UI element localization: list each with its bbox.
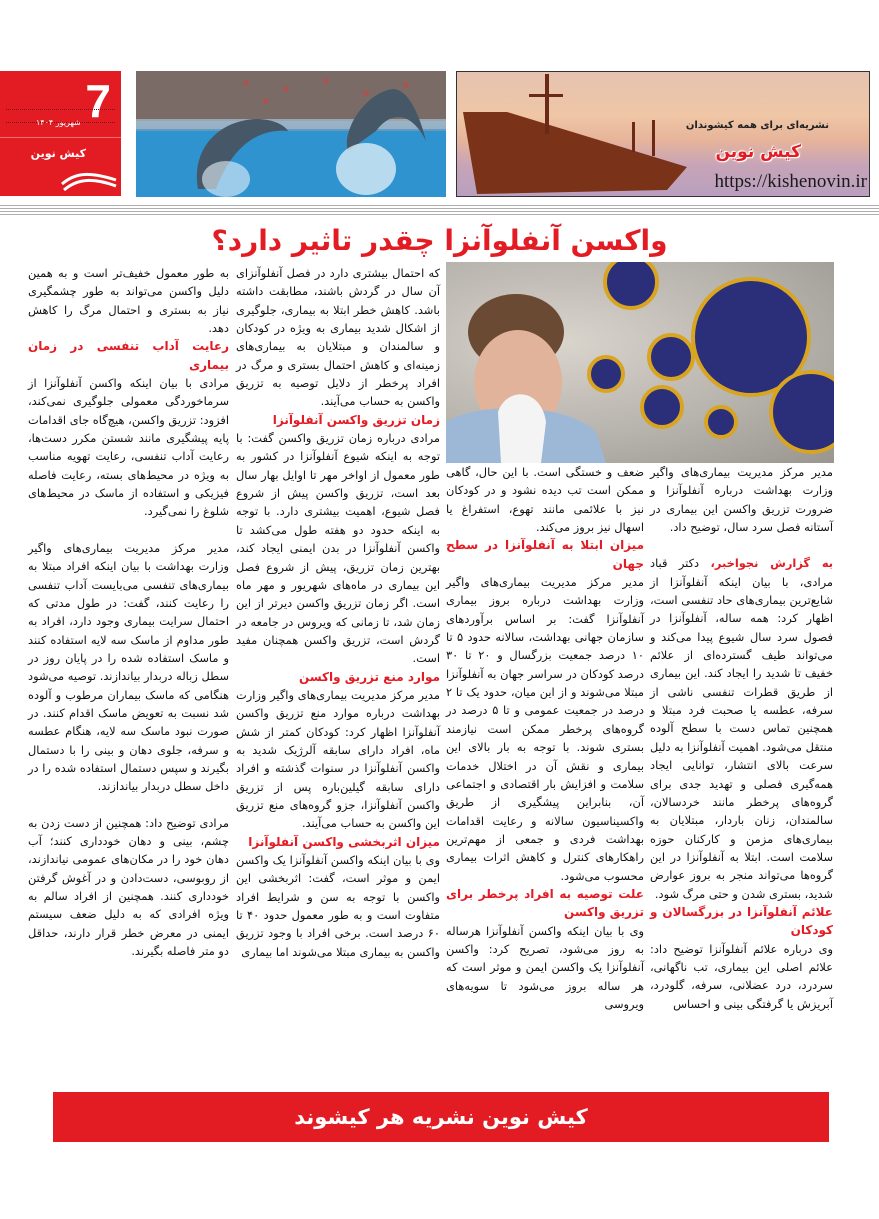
- greek-ship-kish-photo: [456, 71, 870, 197]
- wave-logo-icon: [60, 166, 118, 194]
- article-column-1: [650, 463, 833, 1013]
- page-badge: [0, 71, 121, 196]
- date-line: [6, 109, 115, 127]
- paragraph: به طور معمول خفیف‌تر است و به همین دلیل واکسن می‌تواند به طور چشمگیری نیاز به بستری و احتمال مرگ را کاهش دهد.: [28, 266, 229, 336]
- paragraph: مرادی درباره زمان تزریق واکسن گفت: با توجه به اینکه شیوع آنفلوآنزا در کشور به طور معمول از اواخر مهر تا اوایل بهار سال بعد است، تزریق واکسن پیش از شروع فصل شیوع، اهمیت بیشتری دارد. با توجه به اینکه حدود دو هفته طول می‌کشد تا واکسن آنفلوآنزا در بدن ایمنی ایجاد کند، بهترین زمان تزریق، پیش از شروع فصل این بیماری در ماه‌های شهریور و مهر ماه است. اگر زمان تزریق واکسن دیرتر از این زمان شد، تا زمانی که ویروس در جامعه در گردش است، تزریق واکسن همچنان مفید است.: [236, 431, 440, 666]
- subheading: میزان ابتلا به آنفلوآنزا در سطح جهان: [446, 538, 644, 571]
- article-column-4: [28, 264, 229, 960]
- article-column-3: [236, 264, 440, 961]
- dolphin-scene-icon: [136, 71, 446, 197]
- paragraph: ضعف و خستگی است. با این حال، گاهی ممکن است تب دیده نشود و در کودکان نیز با علائمی مانند تهوع، استفراغ یا اسهال نیز بروز می‌کند.: [446, 465, 644, 535]
- brand-logo: کیش نوین: [715, 142, 801, 162]
- brand-small: کیش نوین: [30, 147, 86, 160]
- subheading: میزان اثربخشی واکسن آنفلوآنزا: [248, 834, 440, 849]
- article-column-2: [446, 463, 644, 1013]
- paragraph: مدیر مرکز مدیریت بیماری‌های واگیر وزارت بهداشت درباره موارد منع تزریق واکسن آنفلوآنزا اظهار کرد: کودکان کمتر از شش ماه، افراد دارای سابقه آلرژیک شدید به واکسن آنفلوآنزا در سنوات گذشته و افراد دارای سابقه گیلین‌باره پس از تزریق واکسن آنفلوآنزا، جزو گروه‌های منع تزریق این واکسن به حساب می‌آیند.: [236, 687, 440, 831]
- footer-slogan: کیش نوین نشریه هر کیشوند: [294, 1105, 588, 1129]
- footer-banner: [53, 1092, 829, 1142]
- issue-date: شهریور ۱۴۰۴: [36, 118, 81, 127]
- paragraph: وی درباره علائم آنفلوآنزا توضیح داد: علائم اصلی این بیماری، تب ناگهانی، سردرد، درد عضلانی، سرفه، گلودرد، آبریزش یا گرفتگی بینی و احساس: [650, 941, 833, 1011]
- subheading: زمان تزریق واکسن آنفلوآنزا: [272, 412, 440, 427]
- paragraph: که احتمال بیشتری دارد در فصل آنفلوآنزای آن سال در گردش باشند، مطابقت داشته باشد. کاهش خطر ابتلا به بیماری، جلوگیری از اشکال شدید بیماری به ویژه در کودکان و سالمندان و مبتلایان به بیماری‌های زمینه‌ای و کاهش احتمال بستری و مرگ در افراد پرخطر از دلایل توصیه به تزریق واکسن به حساب می‌آیند.: [236, 266, 440, 409]
- intro-paragraph: مدیر مرکز مدیریت بیماری‌های واگیر وزارت بهداشت درباره آنفلوآنزا و ضرورت تزریق واکسن این بیماری در آستانه فصل سرد سال، توضیح داد.: [650, 465, 833, 535]
- badge-divider: [0, 137, 121, 138]
- subheading: رعایت آداب تنفسی در زمان بیماری: [28, 339, 229, 372]
- subheading: موارد منع تزریق واکسن: [299, 669, 440, 684]
- website-url[interactable]: https://kishenovin.ir: [714, 171, 867, 192]
- paragraph: مرادی توضیح داد: همچنین از دست زدن به چشم، بینی و دهان خودداری کنند؛ آب دهان خود را در مکان‌های عمومی نیاندازند، از روبوسی، دست‌دادن و در آغوش گرفتن خودداری کنند. همچنین از افراد سالم به ویژه افرادی که به دلیل ضعف سیستم ایمنی در معرض خطر قرار دارند، حداقل دو متر فاصله بگیرند.: [28, 815, 229, 959]
- source-lead: به گزارش نجواخبر،: [710, 556, 834, 571]
- paragraph: به گزارش نجواخبر، دکتر قباد مرادی، با بیان اینکه آنفلوآنزا از شایع‌ترین بیماری‌های حاد تنفسی است، اظهار کرد: همه ساله، آنفلوآنزا در فصول سرد سال شیوع پیدا می‌کند و می‌تواند طیف گسترده‌ای از علائم خفیف تا شدید را ایجاد کند. این بیماری از طریق قطرات تنفسی ناشی از سرفه، عطسه یا صحبت فرد مبتلا و همچنین تماس دست با سطح آلوده منتقل می‌شود. اهمیت آنفلوآنزا به دلیل سرعت بالای انتشار، توانایی ایجاد همه‌گیری فصلی و تهدید جدی برای گروه‌های پرخطر مانند خردسالان، سالمندان، زنان باردار، مبتلایان به بیماری‌های مزمن و کارکنان حوزه سلامت است. ابتلا به آنفلوآنزا در این گروه‌ها می‌تواند منجر به بروز عوارض شدید، بستری شدن و حتی مرگ شود.: [650, 556, 834, 901]
- page-number: 7: [85, 75, 111, 127]
- paragraph: مدیر مرکز مدیریت بیماری‌های واگیر وزارت بهداشت با بیان اینکه افراد مبتلا به بیماری‌های تنفسی می‌بایست آداب تنفسی را رعایت کنند، گفت: در طول مدتی که احتمال سرایت بیماری وجود دارد، افراد به طور مداوم از ماسک سه لایه استفاده کنند و ماسک استفاده شده را در پایان روز در سطل زباله دربدار بیاندازند. توصیه می‌شود هنگامی که ماسک بیماران مرطوب و آلوده شد نسبت به تعویض ماسک اقدام کنند. در صورت نبود ماسک سه لایه، هنگام عطسه و سرفه، جلوی دهان و بینی را با دستمال بگیرند و سپس دستمال استفاده شده را در داخل سطل دربدار بیاندازند.: [28, 540, 229, 794]
- dolphin-show-photo: [136, 71, 446, 197]
- header-divider: [0, 205, 879, 217]
- paragraph: وی با بیان اینکه واکسن آنفلوآنزا هرساله به روز می‌شود، تصریح کرد: واکسن آنفلوآنزا یک واکسن ایمن و موثر است که هر ساله بروز می‌شود تا سویه‌های ویروسی: [446, 923, 644, 1011]
- subheading: علت توصیه به افراد پرخطر برای تزریق واکسن: [446, 886, 644, 920]
- paragraph: وی با بیان اینکه واکسن آنفلوآنزا یک واکسن ایمن و موثر است، گفت: اثربخشی این واکسن با توجه به سن و شرایط افراد متفاوت است و به طور معمول حدود ۴۰ تا ۶۰ درصد است. برخی افراد با وجود تزریق واکسن به بیماری مبتلا می‌شوند اما بیماری: [236, 853, 440, 959]
- man-sneezing-virus-photo: [446, 262, 834, 463]
- tagline: نشریه‌ای برای همه کیشوندان: [685, 120, 829, 131]
- virus-illustration-icon: [446, 262, 834, 463]
- subheading: علائم آنفلوآنزا در بزرگسالان و کودکان: [650, 904, 833, 938]
- article-title: واکسن آنفلوآنزا چقدر تاثیر دارد؟: [211, 224, 668, 257]
- paragraph: مدیر مرکز مدیریت بیماری‌های واگیر وزارت بهداشت درباره بروز بیماری آنفلوآنزا گفت: بر اساس برآوردهای سازمان جهانی بهداشت، سالانه حدود ۵ تا ۱۰ درصد جمعیت بزرگسال و ۲۰ تا ۳۰ درصد کودکان در سراسر جهان به آنفلوآنزا مبتلا می‌شوند و از این میان، حدود یک تا ۲ درصد در جمعیت عمومی و تا ۵ درصد در گروه‌های پرخطر ممکن است نیازمند بستری شوند. با توجه به بار بالای این بیماری و نقش آن در اختلال خدمات سلامت و افزایش بار اقتصادی و اجتماعی آن، بنابراین پیشگیری از طریق واکسیناسیون سالانه و رعایت اقدامات بهداشت فردی و جمعی از مهم‌ترین راهکارهای کنترل و کاهش اثرات بیماری محسوب می‌شود.: [446, 575, 644, 883]
- paragraph: مرادی با بیان اینکه واکسن آنفلوآنزا از سرماخوردگی معمولی جلوگیری نمی‌کند، افزود: تزریق واکسن، هیچ‌گاه جای اقدامات پایه پیشگیری مانند شستن مکرر دست‌ها، رعایت آداب تنفسی، رعایت تهویه مناسب به ویژه در محیط‌های بسته، رعایت فاصله فیزیکی و استفاده از ماسک در محیط‌های شلوغ را نمی‌گیرد.: [28, 376, 229, 519]
